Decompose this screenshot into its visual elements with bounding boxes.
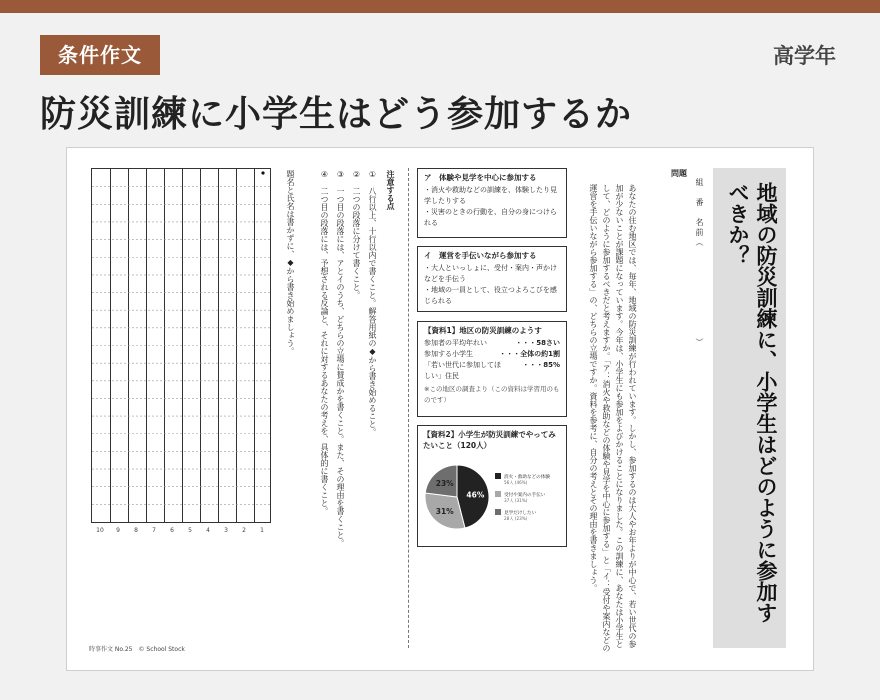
data1-row: 「若い世代に参加してほしい」住民 ・・・85% bbox=[424, 361, 560, 380]
problem-text: あなたの住む地区では、毎年、地域の防災訓練が行われています。しかし、参加するのは大人やお年よりが中心で、若い世代の参加が少ないことが課題になっています。今年は、小学生にも参加をよびかけることになりました。この訓練に、あなたは小学生として、どのように参加するべきだと考えますか。「ア：消火や救助などの体験や見学を中心に参加する」と「イ：受付や案内などの運営を手伝いながら参加する」の、どちらの立場ですか。資料を参考に、自分の考えとその理由を書きましょう。 bbox=[589, 184, 637, 652]
data2-box bbox=[417, 425, 567, 547]
column-number: 4 bbox=[206, 527, 210, 534]
legend-label: 見学だけしたい bbox=[504, 511, 537, 516]
pie-slice-label: 31% bbox=[435, 506, 454, 516]
rules-heading: 注意する点 bbox=[386, 170, 395, 210]
worksheet-preview bbox=[67, 148, 813, 670]
option-b-box bbox=[417, 246, 567, 312]
rule-item: ② 二つの段落に分けて書くこと。 bbox=[352, 170, 361, 299]
data1-box bbox=[417, 321, 567, 417]
data1-note: ※この地区の調査より（この資料は学習用のものです） bbox=[424, 385, 560, 404]
pie-chart bbox=[423, 453, 561, 539]
legend-label: 受付や案内の手伝い bbox=[504, 493, 546, 498]
rule-item: ① 八行以上、十行以内で書くこと。解答用紙の◆から書き始めること。 bbox=[368, 170, 377, 436]
legend-swatch bbox=[495, 491, 501, 497]
column-number: 6 bbox=[170, 527, 174, 534]
grade-label: 高学年 bbox=[773, 44, 836, 68]
legend-count: 28人 (23%) bbox=[504, 516, 528, 521]
column-number: 1 bbox=[260, 527, 264, 534]
option-a-box bbox=[417, 168, 567, 238]
name-field: 組 番 名前（ ） bbox=[695, 178, 704, 348]
column-number: 7 bbox=[152, 527, 156, 534]
page-title: 防災訓練に小学生はどう参加するか bbox=[40, 94, 633, 135]
data1-title: 【資料1】地区の防災訓練のようす bbox=[424, 326, 542, 335]
option-b-item: ・大人といっしょに、受付・案内・声かけなどを手伝う bbox=[424, 264, 557, 283]
legend-label: 消火・救助などの体験 bbox=[504, 475, 550, 480]
column-number: 10 bbox=[96, 527, 104, 534]
legend-count: 37人 (31%) bbox=[504, 498, 528, 503]
footer-credit: 時事作文 No.25 © School Stock bbox=[89, 646, 185, 653]
manuscript-grid[interactable] bbox=[91, 168, 271, 523]
grid-row-guides bbox=[92, 169, 270, 522]
legend-count: 56人 (46%) bbox=[504, 480, 528, 485]
column-number: 9 bbox=[116, 527, 120, 534]
start-marker bbox=[261, 171, 264, 174]
pie-slice-label: 23% bbox=[435, 479, 454, 489]
rule-item: ④ 二つ目の段落には、予想される反論と、それに対するあなたの考えを、具体的に書くこと。 bbox=[320, 170, 329, 515]
legend-swatch bbox=[495, 509, 501, 515]
writing-note: 題名と氏名は書かずに、◆から書き始めましょう。 bbox=[286, 170, 295, 355]
data1-row: 参加する小学生 ・・・全体の約1割 bbox=[424, 350, 560, 358]
data1-row: 参加者の平均年れい ・・・58さい bbox=[424, 339, 560, 347]
pie-slice-label: 46% bbox=[466, 490, 485, 500]
legend-swatch bbox=[495, 473, 501, 479]
section-divider bbox=[408, 168, 409, 648]
column-number: 3 bbox=[224, 527, 228, 534]
option-b-item: ・地域の一員として、役立つよろこびを感じられる bbox=[424, 286, 557, 305]
column-number: 8 bbox=[134, 527, 138, 534]
category-tag: 条件作文 bbox=[40, 35, 160, 75]
rule-item: ③ 一つ目の段落には、アとイのうち、どちらの立場に賛成かを書くこと。また、その理由を書くこと。 bbox=[336, 170, 345, 547]
option-b-title: イ 運営を手伝いながら参加する bbox=[424, 251, 537, 260]
question-title: 地域の防災訓練に、小学生はどのように参加すべきか？ bbox=[726, 182, 778, 623]
option-a-item: ・災害のときの行動を、自分の身につけられる bbox=[424, 208, 557, 227]
question-title-box bbox=[713, 168, 786, 648]
column-number: 5 bbox=[188, 527, 192, 534]
data2-title: 【資料2】小学生が防災訓練でやってみたいこと（120人） bbox=[423, 430, 556, 450]
option-a-title: ア 体験や見学を中心に参加する bbox=[424, 173, 537, 182]
problem-heading: 問題 bbox=[671, 169, 687, 178]
option-a-item: ・消火や救助などの訓練を、体験したり見学したりする bbox=[424, 186, 557, 205]
column-number: 2 bbox=[242, 527, 246, 534]
top-accent-bar bbox=[0, 0, 880, 13]
